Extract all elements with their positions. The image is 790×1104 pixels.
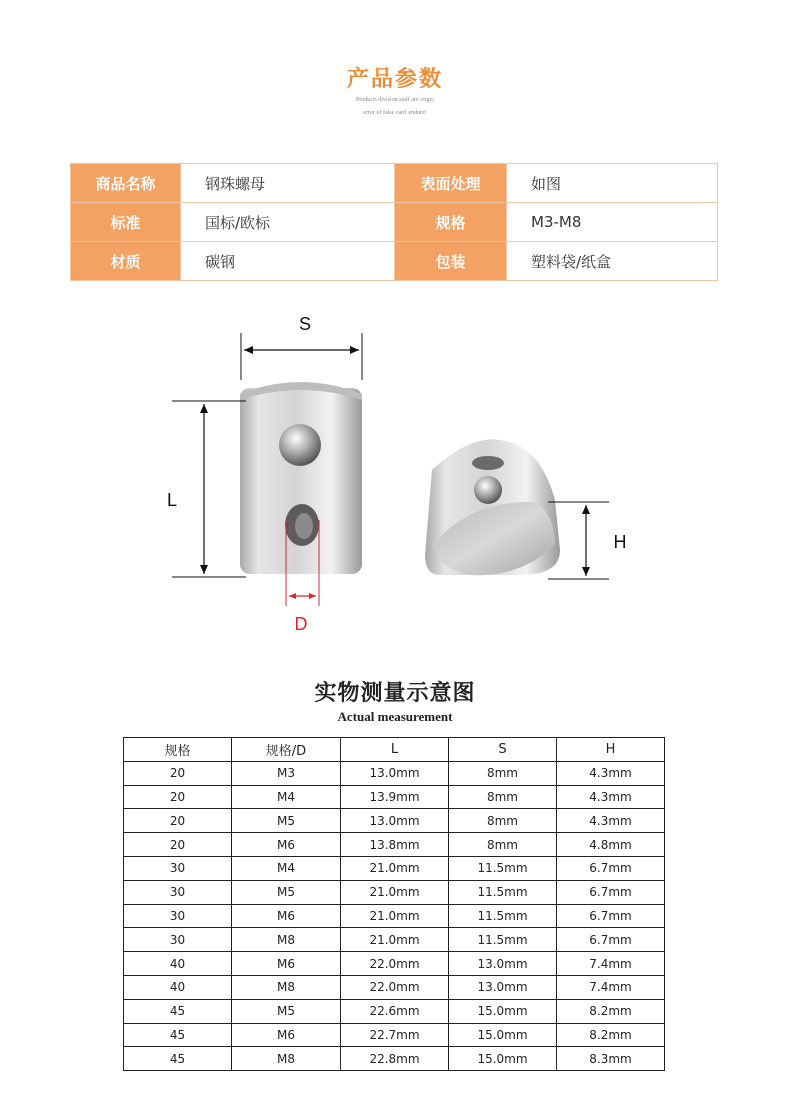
table-cell: M6 [232,1023,341,1047]
table-cell: 11.5mm [449,928,557,952]
param-key: 标准 [71,203,181,242]
table-cell: 15.0mm [449,1023,557,1047]
table-cell: M8 [232,1047,341,1071]
table-row [124,1023,665,1047]
table-cell: 30 [124,928,232,952]
param-value: M3-M8 [507,203,718,242]
table-cell: 8mm [449,761,557,785]
param-value: 塑料袋/纸盒 [507,242,718,281]
table-cell: 13.0mm [449,952,557,976]
table-cell: M4 [232,856,341,880]
param-value: 国标/欧标 [181,203,395,242]
params-row [71,242,718,281]
table-cell: 45 [124,999,232,1023]
measurement-table [123,737,665,1071]
table-cell: M5 [232,880,341,904]
table-cell: 21.0mm [341,904,449,928]
table-cell: 30 [124,856,232,880]
nut-side-view [240,382,362,574]
table-cell: 20 [124,785,232,809]
measurement-header-cell: S [449,738,557,762]
table-cell: 40 [124,975,232,999]
params-subtitle-line1: Products division staff are virgo, [355,97,435,103]
param-value: 碳钢 [181,242,395,281]
table-cell: 8mm [449,833,557,857]
table-cell: 8mm [449,809,557,833]
measurement-header-cell: 规格 [124,738,232,762]
table-cell: 8.3mm [557,1047,665,1071]
table-cell: M5 [232,809,341,833]
table-cell: 7.4mm [557,952,665,976]
table-cell: 4.3mm [557,785,665,809]
param-value: 如图 [507,164,718,203]
measurement-header-cell: H [557,738,665,762]
table-cell: 13.0mm [341,761,449,785]
table-cell: 11.5mm [449,856,557,880]
params-row [71,203,718,242]
table-cell: 22.0mm [341,952,449,976]
table-row [124,999,665,1023]
table-row [124,1047,665,1071]
table-row [124,809,665,833]
table-row [124,952,665,976]
params-row [71,164,718,203]
table-row [124,975,665,999]
table-cell: 40 [124,952,232,976]
table-cell: 21.0mm [341,856,449,880]
table-cell: 22.6mm [341,999,449,1023]
measurement-title: 实物测量示意图 [314,681,476,706]
table-cell: 4.3mm [557,809,665,833]
steel-ball-icon [279,424,321,466]
table-cell: M6 [232,904,341,928]
table-cell: 20 [124,761,232,785]
params-title: 产品参数 [346,67,443,92]
param-key: 规格 [395,203,507,242]
table-cell: 45 [124,1023,232,1047]
table-cell: 13.0mm [449,975,557,999]
table-cell: 6.7mm [557,904,665,928]
table-cell: M6 [232,833,341,857]
param-key: 包装 [395,242,507,281]
params-table [70,163,718,281]
table-cell: 30 [124,904,232,928]
table-cell: M8 [232,975,341,999]
table-cell: 8.2mm [557,999,665,1023]
measurement-header-row [124,738,665,762]
dimension-d-label: D [294,614,308,634]
table-cell: 15.0mm [449,999,557,1023]
table-cell: 13.9mm [341,785,449,809]
param-key: 表面处理 [395,164,507,203]
table-row [124,856,665,880]
table-cell: 4.3mm [557,761,665,785]
table-cell: 45 [124,1047,232,1071]
product-diagram [0,300,790,650]
table-cell: 20 [124,833,232,857]
table-cell: 22.7mm [341,1023,449,1047]
table-cell: 13.0mm [341,809,449,833]
params-subtitle-line2: error of false can't endure! [363,110,427,116]
dimension-l-label: L [166,490,178,510]
table-cell: 6.7mm [557,856,665,880]
table-cell: M4 [232,785,341,809]
table-cell: 22.0mm [341,975,449,999]
table-cell: 21.0mm [341,928,449,952]
table-cell: 7.4mm [557,975,665,999]
table-row [124,761,665,785]
table-cell: 20 [124,809,232,833]
table-cell: 11.5mm [449,880,557,904]
table-row [124,880,665,904]
dimension-s-label: S [298,314,312,334]
table-row [124,785,665,809]
table-cell: M5 [232,999,341,1023]
param-key: 材质 [71,242,181,281]
dimension-h-label: H [613,532,627,552]
table-cell: 13.8mm [341,833,449,857]
table-cell: 6.7mm [557,880,665,904]
steel-ball-end-icon [474,476,502,504]
table-row [124,928,665,952]
table-row [124,833,665,857]
measurement-header-cell: 规格/D [232,738,341,762]
table-cell: 8mm [449,785,557,809]
measurement-subtitle: Actual measurement [337,709,453,724]
table-cell: 30 [124,880,232,904]
table-cell: 21.0mm [341,880,449,904]
table-cell: 15.0mm [449,1047,557,1071]
table-row [124,904,665,928]
table-cell: 11.5mm [449,904,557,928]
table-cell: 6.7mm [557,928,665,952]
table-cell: M8 [232,928,341,952]
table-cell: 8.2mm [557,1023,665,1047]
table-cell: M3 [232,761,341,785]
param-value: 钢珠螺母 [181,164,395,203]
table-cell: 22.8mm [341,1047,449,1071]
table-cell: M6 [232,952,341,976]
table-cell: 4.8mm [557,833,665,857]
measurement-header-cell: L [341,738,449,762]
param-key: 商品名称 [71,164,181,203]
nut-end-view [425,439,560,575]
